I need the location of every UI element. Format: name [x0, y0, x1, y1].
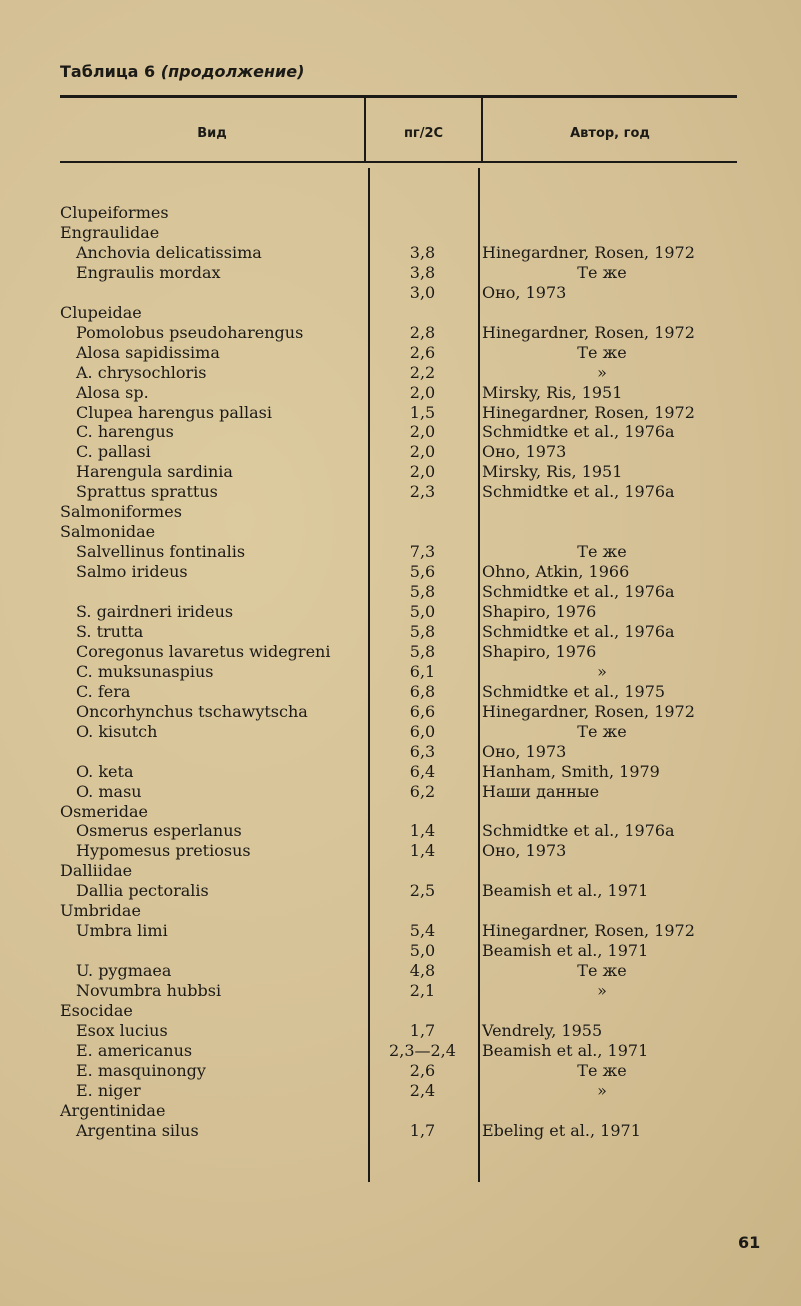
- row-value: 6,6: [409, 702, 436, 721]
- row-value: 5,0: [409, 602, 436, 621]
- row-value: [365, 502, 480, 522]
- row-author: [482, 802, 722, 822]
- row-value: [365, 203, 480, 223]
- row-species: Dallia pectoralis: [76, 881, 209, 900]
- row-value: 6,8: [409, 682, 436, 701]
- row-species: Alosa sapidissima: [76, 343, 220, 362]
- row-value: 6,4: [409, 762, 436, 781]
- table-top-rule: [60, 95, 737, 98]
- row-value: 2,6: [409, 1061, 436, 1080]
- row-author: Hinegardner, Rosen, 1972: [482, 403, 695, 422]
- row-species: C. muksunaspius: [76, 662, 214, 681]
- row-value: 2,3—2,4: [389, 1041, 456, 1060]
- row-author: »: [597, 363, 607, 382]
- row-species: Novumbra hubbsi: [76, 981, 222, 1000]
- row-species: Umbra limi: [76, 921, 168, 940]
- row-author: [482, 502, 722, 522]
- row-species: E. niger: [76, 1081, 141, 1100]
- row-value: 2,1: [409, 981, 436, 1000]
- row-species: O. keta: [76, 762, 134, 781]
- row-author: »: [597, 981, 607, 1000]
- column-header-author: Автор, год: [570, 126, 650, 141]
- row-species: C. pallasi: [76, 442, 151, 461]
- row-species: Oncorhynchus tschawytscha: [76, 702, 308, 721]
- row-author: Оно, 1973: [482, 742, 567, 761]
- row-author: [482, 861, 722, 881]
- row-author: Оно, 1973: [482, 283, 567, 302]
- row-species: Salvellinus fontinalis: [76, 542, 246, 561]
- row-species: Osmerus esperlanus: [76, 821, 242, 840]
- row-value: 2,2: [409, 363, 436, 382]
- row-value: 6,3: [409, 742, 436, 761]
- row-species: Salmoniformes: [60, 502, 182, 521]
- row-species: C. harengus: [76, 422, 174, 441]
- row-value: 1,7: [409, 1021, 436, 1040]
- row-value: 2,0: [409, 462, 436, 481]
- page-number: 61: [738, 1233, 761, 1252]
- row-author: [482, 223, 722, 243]
- row-value: [365, 223, 480, 243]
- row-species: E. americanus: [76, 1041, 193, 1060]
- column-header-value: пг/2С: [403, 126, 444, 141]
- row-species: Argentina silus: [76, 1121, 199, 1140]
- row-author: Hinegardner, Rosen, 1972: [482, 323, 695, 342]
- table-title-label: Таблица 6: [60, 62, 156, 81]
- table-title-continuation: (продолжение): [160, 62, 305, 81]
- row-author: Schmidtke et al., 1975: [482, 682, 666, 701]
- row-author: Beamish et al., 1971: [482, 941, 649, 960]
- row-author: Schmidtke et al., 1976a: [482, 622, 675, 641]
- row-value: 5,8: [409, 642, 436, 661]
- row-species: Sprattus sprattus: [76, 482, 218, 501]
- row-value: 2,4: [409, 1081, 436, 1100]
- row-author: Schmidtke et al., 1976a: [482, 422, 675, 441]
- row-species: Clupeiformes: [60, 203, 169, 222]
- row-author: [482, 901, 722, 921]
- row-species: Umbridae: [60, 901, 141, 920]
- row-author: Mirsky, Ris, 1951: [482, 462, 623, 481]
- row-author: Те же: [577, 722, 627, 741]
- row-value: [365, 861, 480, 881]
- row-species: Coregonus lavaretus widegreni: [76, 642, 331, 661]
- row-author: Vendrely, 1955: [482, 1021, 603, 1040]
- row-value: 1,4: [409, 841, 436, 860]
- row-author: Hinegardner, Rosen, 1972: [482, 921, 695, 940]
- row-species: Clupeidae: [60, 303, 142, 322]
- row-author: [482, 203, 722, 223]
- row-author: Shapiro, 1976: [482, 602, 597, 621]
- row-author: Hinegardner, Rosen, 1972: [482, 243, 695, 262]
- row-author: Те же: [577, 542, 627, 561]
- row-species: Pomolobus pseudoharengus: [76, 323, 304, 342]
- row-species: O. kisutch: [76, 722, 158, 741]
- row-value: 6,2: [409, 782, 436, 801]
- row-species: Alosa sp.: [76, 383, 149, 402]
- row-author: »: [597, 1081, 607, 1100]
- row-value: [365, 522, 480, 542]
- row-author: Оно, 1973: [482, 442, 567, 461]
- row-species: Esox lucius: [76, 1021, 168, 1040]
- row-value: 1,4: [409, 821, 436, 840]
- row-author: Beamish et al., 1971: [482, 1041, 649, 1060]
- row-value: 5,8: [409, 582, 436, 601]
- row-value: 5,4: [409, 921, 436, 940]
- row-value: [365, 1101, 480, 1121]
- row-author: Те же: [577, 263, 627, 282]
- row-author: [482, 1001, 722, 1021]
- row-species: Esocidae: [60, 1001, 133, 1020]
- row-species: Argentinidae: [60, 1101, 166, 1120]
- row-species: Dalliidae: [60, 861, 133, 880]
- row-value: 2,0: [409, 383, 436, 402]
- row-species: Clupea harengus pallasi: [76, 403, 272, 422]
- row-species: Osmeridae: [60, 802, 148, 821]
- row-value: 2,3: [409, 482, 436, 501]
- row-value: 1,5: [409, 403, 436, 422]
- row-value: 3,0: [409, 283, 436, 302]
- row-author: Hinegardner, Rosen, 1972: [482, 702, 695, 721]
- row-value: 3,8: [409, 243, 436, 262]
- row-value: 2,6: [409, 343, 436, 362]
- row-value: 5,8: [409, 622, 436, 641]
- table-title: [60, 62, 304, 81]
- row-species: U. pygmaea: [76, 961, 172, 980]
- row-author: Hanham, Smith, 1979: [482, 762, 660, 781]
- row-author: Наши данные: [482, 782, 600, 801]
- row-value: 3,8: [409, 263, 436, 282]
- row-value: 2,0: [409, 422, 436, 441]
- row-value: 2,0: [409, 442, 436, 461]
- row-author: Ebeling et al., 1971: [482, 1121, 641, 1140]
- row-species: S. gairdneri irideus: [76, 602, 234, 621]
- column-header-species: Вид: [197, 126, 227, 141]
- row-species: S. trutta: [76, 622, 144, 641]
- row-value: 6,0: [409, 722, 436, 741]
- row-value: 2,5: [409, 881, 436, 900]
- row-author: [482, 1101, 722, 1121]
- row-author: [482, 303, 722, 323]
- row-author: [482, 522, 722, 542]
- row-species: Harengula sardinia: [76, 462, 233, 481]
- row-value: 4,8: [409, 961, 436, 980]
- row-author: Mirsky, Ris, 1951: [482, 383, 623, 402]
- row-value: 2,8: [409, 323, 436, 342]
- row-author: Оно, 1973: [482, 841, 567, 860]
- row-author: Schmidtke et al., 1976a: [482, 821, 675, 840]
- row-species: O. masu: [76, 782, 142, 801]
- row-value: 1,7: [409, 1121, 436, 1140]
- row-value: [365, 802, 480, 822]
- row-species: C. fera: [76, 682, 131, 701]
- row-value: 7,3: [409, 542, 436, 561]
- row-species: Anchovia delicatissima: [76, 243, 262, 262]
- row-species: E. masquinongy: [76, 1061, 206, 1080]
- row-author: Schmidtke et al., 1976a: [482, 482, 675, 501]
- row-author: Те же: [577, 343, 627, 362]
- row-author: Ohno, Atkin, 1966: [482, 562, 630, 581]
- header-bottom-rule: [60, 161, 737, 163]
- row-value: [365, 1001, 480, 1021]
- row-author: Shapiro, 1976: [482, 642, 597, 661]
- row-species: A. chrysochloris: [76, 363, 207, 382]
- row-author: Те же: [577, 1061, 627, 1080]
- row-species: Salmonidae: [60, 522, 156, 541]
- row-species: Salmo irideus: [76, 562, 188, 581]
- row-value: 6,1: [409, 662, 436, 681]
- row-value: [365, 303, 480, 323]
- row-author: Те же: [577, 961, 627, 980]
- row-species: Hypomesus pretiosus: [76, 841, 251, 860]
- row-value: 5,6: [409, 562, 436, 581]
- row-author: »: [597, 662, 607, 681]
- row-species: Engraulis mordax: [76, 263, 221, 282]
- row-species: Engraulidae: [60, 223, 160, 242]
- row-value: 5,0: [409, 941, 436, 960]
- row-value: [365, 901, 480, 921]
- row-author: Beamish et al., 1971: [482, 881, 649, 900]
- row-author: Schmidtke et al., 1976a: [482, 582, 675, 601]
